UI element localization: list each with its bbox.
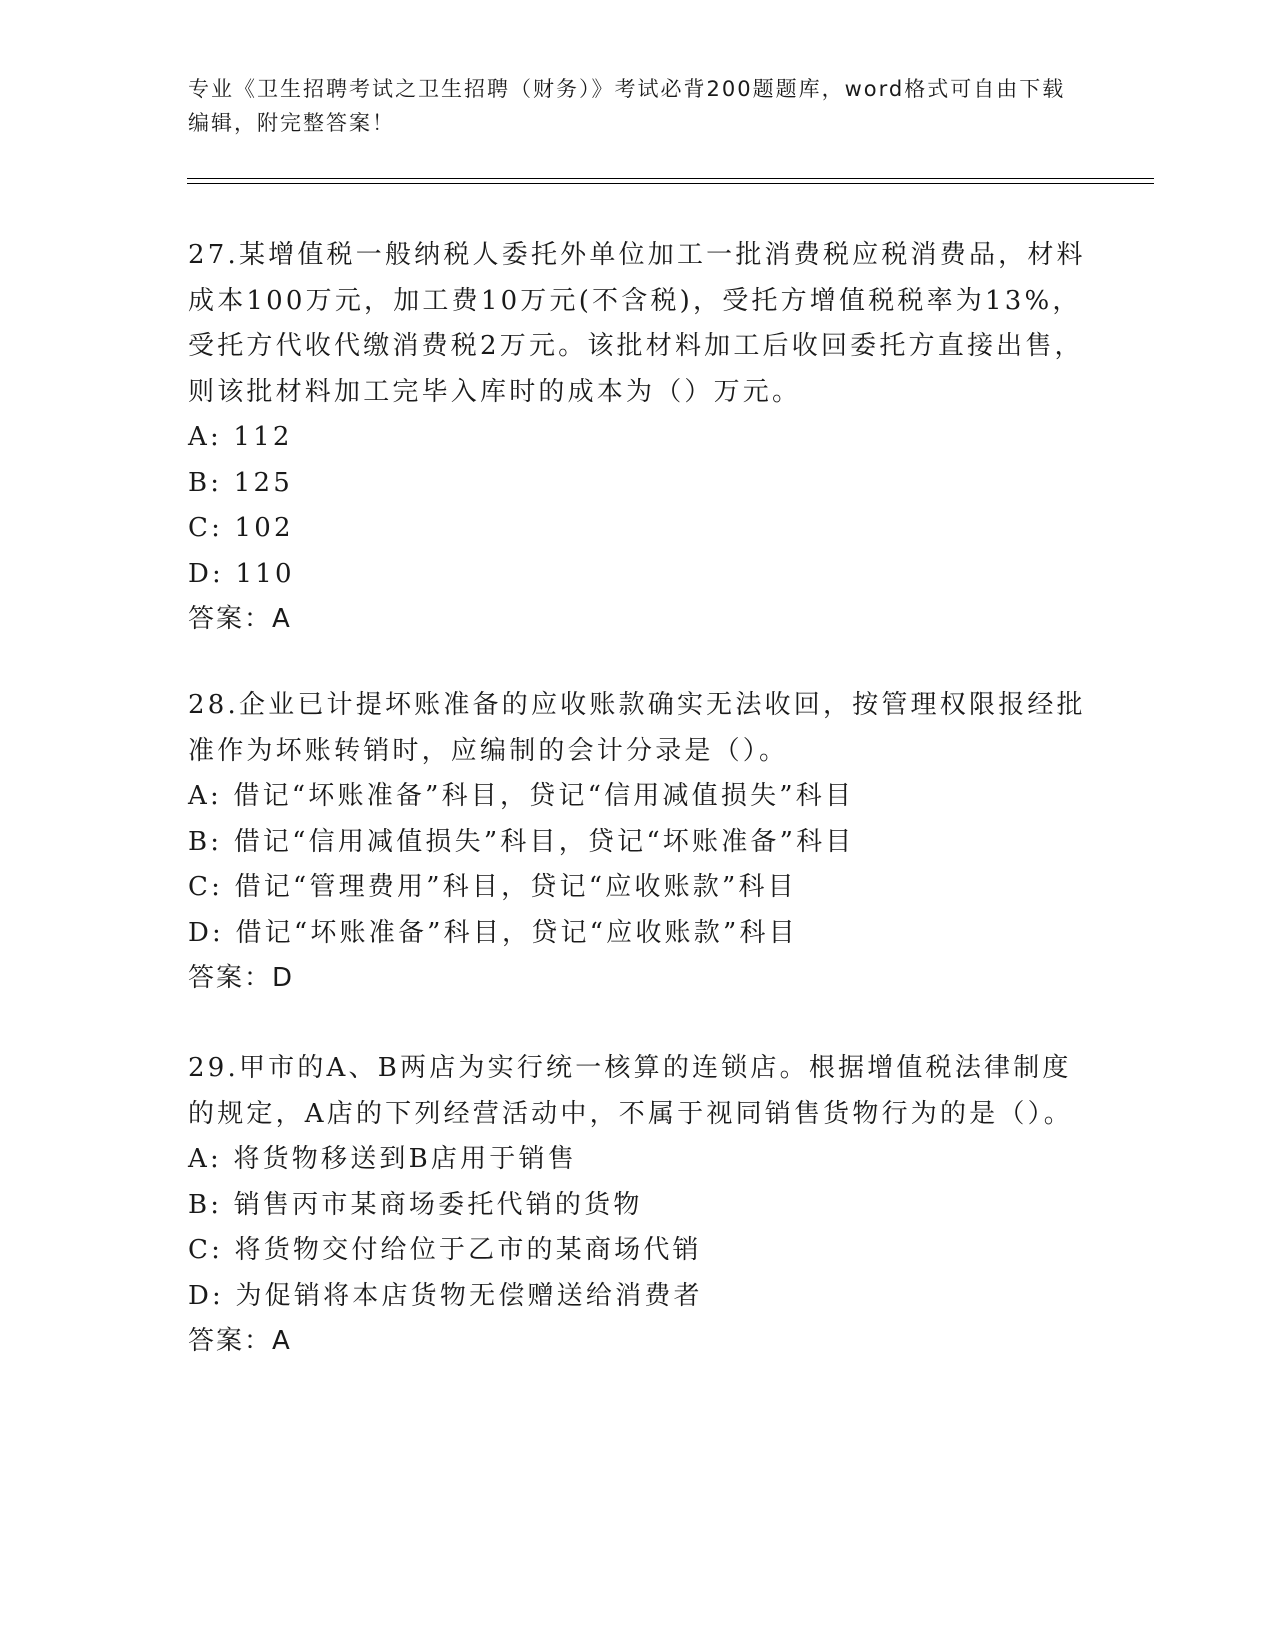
option-a: A: 将货物移送到B店用于销售 (188, 1144, 577, 1174)
answer: 答案：A (188, 604, 292, 634)
option-d: D: 为促销将本店货物无偿赠送给消费者 (188, 1280, 703, 1311)
question-stem: 28.企业已计提坏账准备的应收账款确实无法收回，按管理权限报经批准作为坏账转销时，应编制的会计分录是（）。 (188, 690, 1086, 766)
option-c: C: 借记“管理费用”科目，贷记“应收账款”科目 (188, 872, 797, 902)
option-b: B: 125 (188, 467, 293, 498)
option-b: B: 借记“信用减值损失”科目，贷记“坏账准备”科目 (188, 826, 855, 857)
question-29 (188, 1046, 1088, 1365)
option-d: D: 110 (188, 558, 295, 589)
header-divider-bottom (187, 183, 1154, 184)
option-c: C: 将货物交付给位于乙市的某商场代销 (188, 1235, 702, 1265)
option-c: C: 102 (188, 513, 294, 543)
answer: 答案：A (188, 1326, 292, 1356)
question-27 (188, 233, 1088, 643)
option-b: B: 销售丙市某商场委托代销的货物 (188, 1189, 643, 1220)
option-a: A: 借记“坏账准备”科目，贷记“信用减值损失”科目 (188, 781, 855, 811)
question-stem: 29.甲市的A、B两店为实行统一核算的连锁店。根据增值税法律制度的规定，A店的下列经营活动中，不属于视同销售货物行为的是（）。 (188, 1053, 1073, 1129)
header-intro: 专业《卫生招聘考试之卫生招聘（财务）》考试必背200题题库，word格式可自由下载编辑，附完整答案！ (188, 77, 1066, 135)
header-divider-top (187, 178, 1154, 179)
question-stem: 27.某增值税一般纳税人委托外单位加工一批消费税应税消费品，材料成本100万元，加工费10万元(不含税)，受托方增值税税率为13%，受托方代收代缴消费税2万元。该批材料加工后收回委托方直接出售，则该批材料加工完毕入库时的成本为（）万元。 (188, 240, 1086, 407)
option-d: D: 借记“坏账准备”科目，贷记“应收账款”科目 (188, 917, 798, 948)
option-a: A: 112 (188, 422, 293, 452)
answer: 答案：D (188, 963, 295, 993)
question-28 (188, 683, 1088, 1002)
document-header (188, 72, 1068, 140)
